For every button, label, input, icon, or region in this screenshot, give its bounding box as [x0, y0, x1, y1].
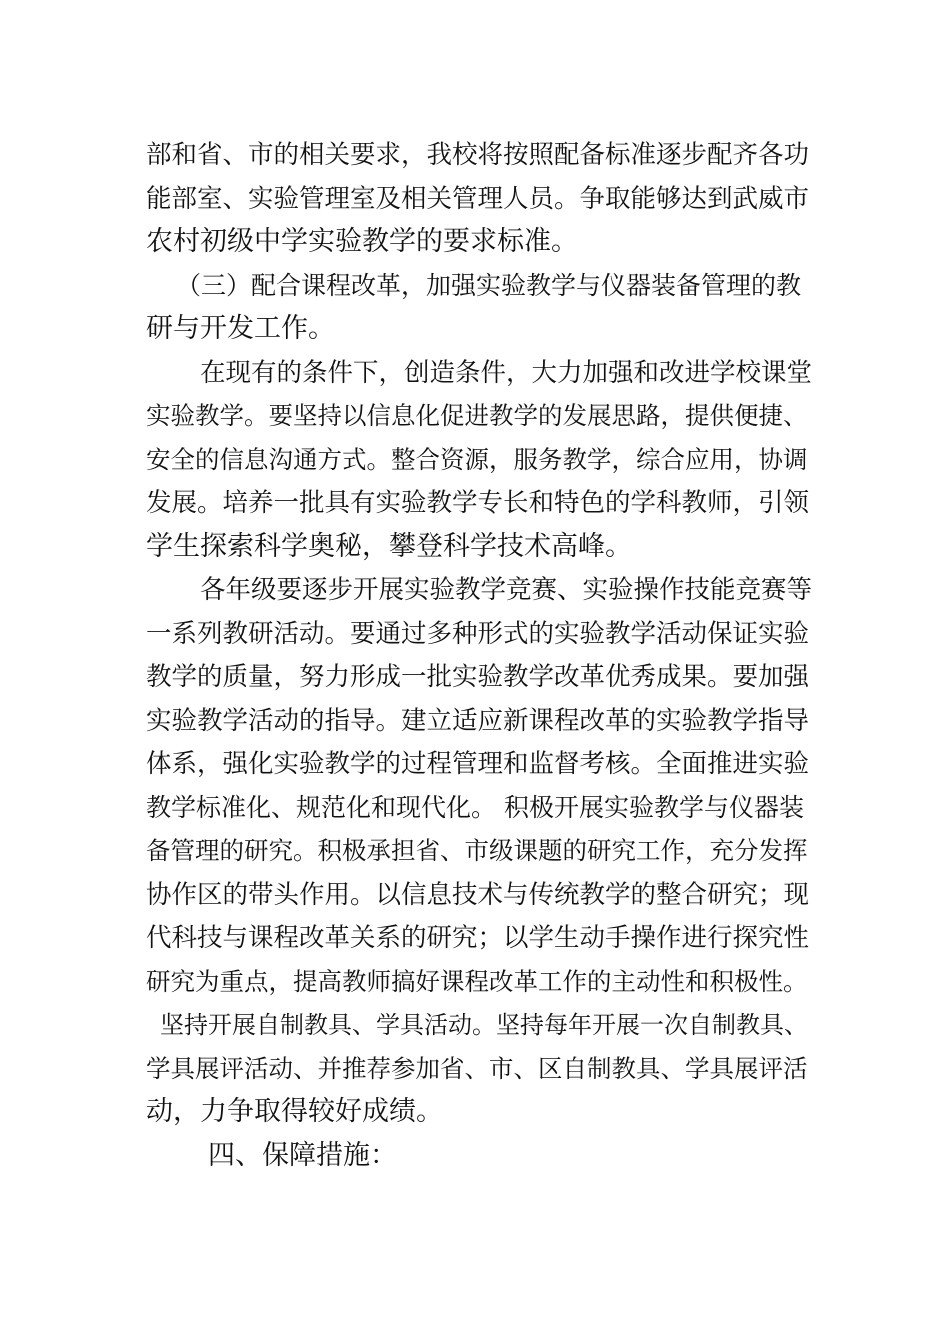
text-line: 在现有的条件下，创造条件，大力加强和改进学校课堂 [200, 358, 813, 388]
text-line: 坚持开展自制教具、学具活动。坚持每年开展一次自制教具、 [160, 1011, 808, 1039]
section-heading: 四、保障措施： [208, 1140, 397, 1171]
text-line: 实验教学活动的指导。建立适应新课程改革的实验教学指导 [146, 706, 810, 736]
text-line: 能部室、实验管理室及相关管理人员。争取能够达到武威市 [146, 184, 810, 214]
text-line: 备管理的研究。积极承担省、市级课题的研究工作，充分发挥 [146, 836, 808, 865]
text-line: 教学标准化、规范化和现代化。 积极开展实验教学与仪器装 [146, 793, 804, 822]
text-line: 研究为重点，提高教师搞好课程改革工作的主动性和积极性。 [146, 967, 808, 996]
text-line: 实验教学。要坚持以信息化促进教学的发展思路，提供便捷、 [146, 401, 808, 430]
text-line: 发展。培养一批具有实验教学专长和特色的学科教师，引领 [146, 488, 810, 518]
section-heading: （三）配合课程改革，加强实验教学与仪器装备管理的教 [176, 271, 802, 300]
text-line: 协作区的带头作用。以信息技术与传统教学的整合研究；现 [146, 880, 810, 910]
text-line: 各年级要逐步开展实验教学竞赛、实验操作技能竞赛等 [200, 575, 813, 605]
text-line: 体系，强化实验教学的过程管理和监督考核。全面推进实验 [146, 749, 810, 779]
text-line: 部和省、市的相关要求，我校将按照配备标准逐步配齐各功 [146, 140, 810, 170]
text-line: 农村初级中学实验教学的要求标准。 [146, 226, 578, 257]
text-line: 动，力争取得较好成绩。 [146, 1096, 443, 1127]
text-line: 教学的质量，努力形成一批实验教学改革优秀成果。要加强 [146, 662, 810, 692]
text-line: 安全的信息沟通方式。整合资源，服务教学，综合应用，协调 [146, 445, 808, 474]
text-line: 一系列教研活动。要通过多种形式的实验教学活动保证实验 [146, 619, 810, 649]
text-line: 学生探索科学奥秘，攀登科学技术高峰。 [146, 531, 632, 562]
text-line: 学具展评活动、并推荐参加省、市、区自制教具、学具展评活 [146, 1054, 808, 1083]
section-heading-continuation: 研与开发工作。 [146, 313, 335, 344]
text-line: 代科技与课程改革关系的研究；以学生动手操作进行探究性 [146, 923, 810, 953]
